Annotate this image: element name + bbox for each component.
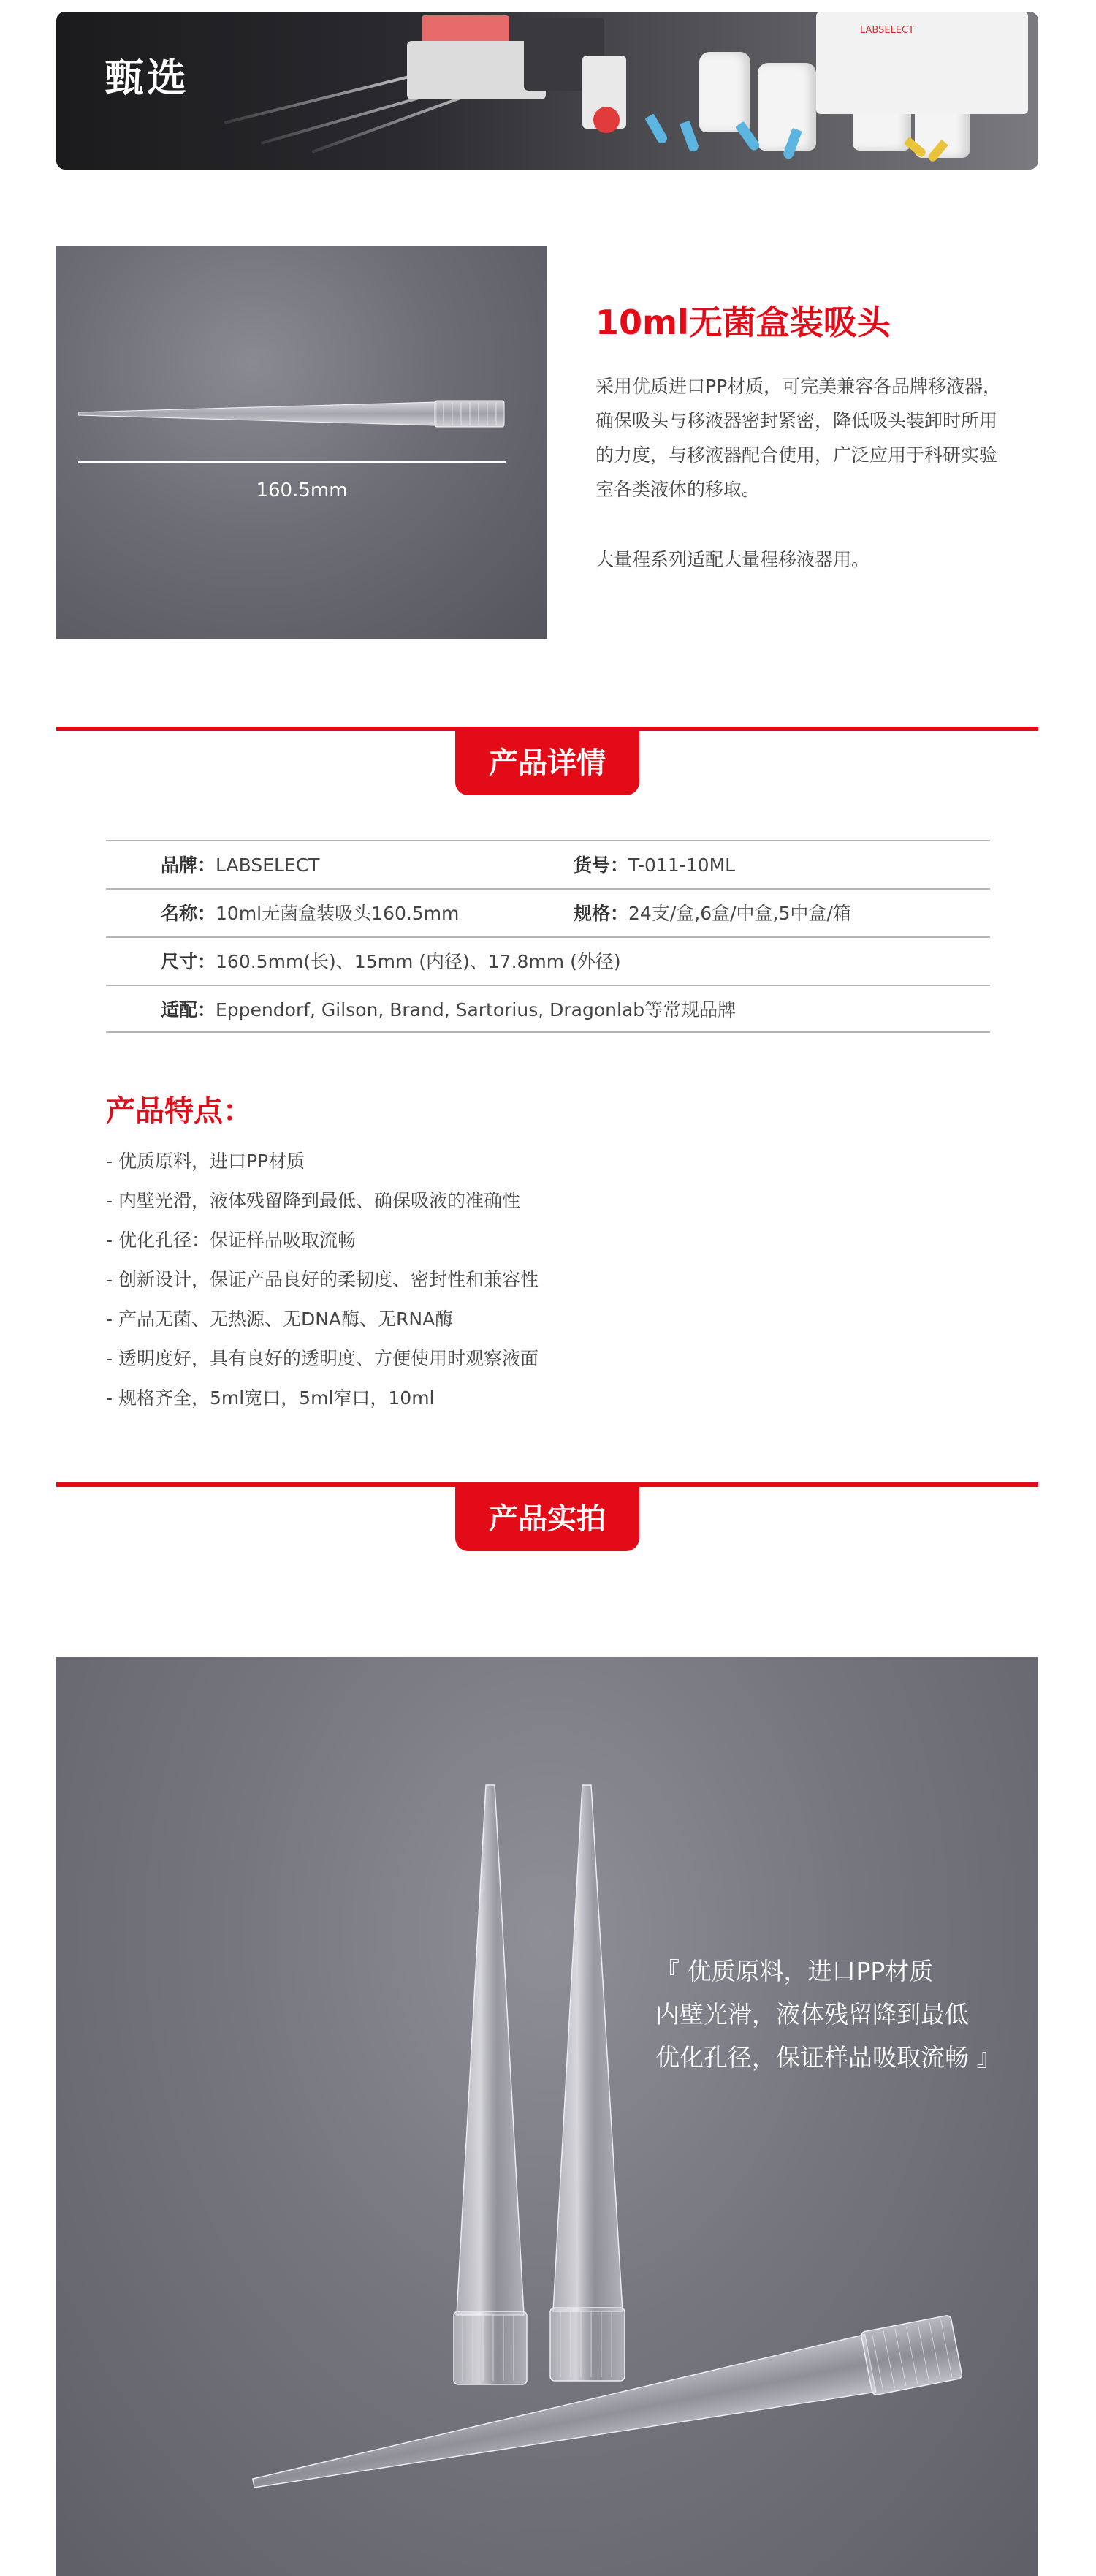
spec-cell-brand xyxy=(161,841,319,890)
product-description: 采用优质进口PP材质，可完美兼容各品牌移液器，确保吸头与移液器密封紧密，降低吸头装卸时所用的力度，与移液器配合使用，广泛应用于科研实验室各类液体的移取。 xyxy=(595,376,1002,500)
spec-key: 名称： xyxy=(161,903,216,924)
spec-value: 160.5mm(长)、15mm (内径)、17.8mm (外径) xyxy=(216,951,621,972)
top-banner xyxy=(56,12,1038,170)
banner-bottle xyxy=(699,52,750,132)
spec-row xyxy=(106,985,990,1033)
spec-value: 10ml无菌盒装吸头160.5mm xyxy=(216,903,460,924)
banner-bottle xyxy=(758,63,816,151)
spec-key: 规格： xyxy=(574,903,629,924)
spec-row xyxy=(106,888,990,936)
features-list xyxy=(106,1142,539,1418)
spec-key: 尺寸： xyxy=(161,951,216,972)
dimension-label: 160.5mm xyxy=(256,480,348,501)
pipette-tip-image xyxy=(78,399,506,428)
product-title: 10ml无菌盒装吸头 xyxy=(595,303,891,342)
quote-line: 『 优质原料，进口PP材质 xyxy=(655,1957,934,1985)
banner-tube-cap xyxy=(593,107,620,133)
features-title: 产品特点： xyxy=(106,1094,252,1128)
photo-quote xyxy=(655,1950,1001,2079)
spec-cell-spec xyxy=(574,890,851,938)
spec-key: 品牌： xyxy=(161,855,216,876)
section-title-photos: 产品实拍 xyxy=(455,1487,639,1551)
brand-logo: 甄选 xyxy=(104,55,189,101)
spec-key: 货号： xyxy=(574,855,629,876)
banner-box-brand: LABSELECT xyxy=(860,25,915,36)
feature-item: - 产品无菌、无热源、无DNA酶、无RNA酶 xyxy=(106,1308,454,1330)
dimension-line xyxy=(78,461,506,463)
product-photo xyxy=(56,246,547,639)
section-title-details: 产品详情 xyxy=(455,731,639,795)
quote-line: 内壁光滑，液体残留降到最低 xyxy=(655,2000,969,2028)
spec-value: T-011-10ML xyxy=(628,855,736,876)
spec-cell-compat xyxy=(161,986,736,1034)
feature-item: - 内壁光滑，液体残留降到最低、确保吸液的准确性 xyxy=(106,1190,520,1211)
feature-item: - 透明度好，具有良好的透明度、方便使用时观察液面 xyxy=(106,1348,539,1369)
spec-cell-name xyxy=(161,890,459,938)
real-product-photo xyxy=(56,1657,1038,2576)
feature-item: - 规格齐全，5ml宽口，5ml窄口，10ml xyxy=(106,1387,435,1409)
spec-table xyxy=(106,840,990,1033)
banner-product-box xyxy=(816,12,1028,114)
spec-value: LABSELECT xyxy=(216,855,320,876)
feature-item: - 优质原料，进口PP材质 xyxy=(106,1151,305,1172)
spec-cell-sku xyxy=(574,841,735,890)
feature-item: - 优化孔径：保证样品吸取流畅 xyxy=(106,1230,356,1251)
quote-line: 优化孔径，保证样品吸取流畅 』 xyxy=(655,2043,1001,2072)
spec-row xyxy=(106,936,990,985)
spec-value: Eppendorf, Gilson, Brand, Sartorius, Dragonlab等常规品牌 xyxy=(216,999,737,1020)
spec-row xyxy=(106,840,990,888)
product-description-range: 大量程系列适配大量程移液器用。 xyxy=(595,549,870,570)
feature-item: - 创新设计，保证产品良好的柔韧度、密封性和兼容性 xyxy=(106,1269,539,1290)
banner-blue-tip xyxy=(644,113,669,145)
spec-value: 24支/盒,6盒/中盒,5中盒/箱 xyxy=(628,903,851,924)
spec-cell-size xyxy=(161,938,621,986)
banner-blue-tip xyxy=(680,121,700,153)
pipette-tips-image xyxy=(56,1657,1038,2576)
spec-key: 适配： xyxy=(161,999,216,1020)
